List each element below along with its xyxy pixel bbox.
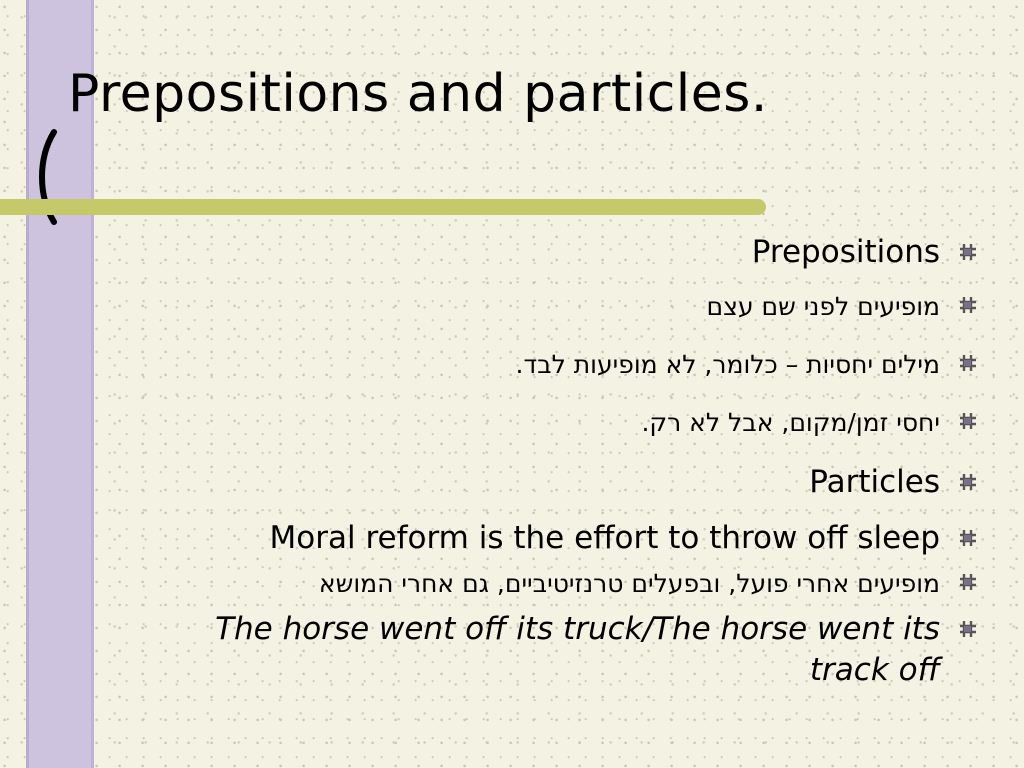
- square-hash-bullet-icon: [958, 295, 978, 315]
- square-hash-bullet-icon: [958, 528, 978, 548]
- bullet-text: מילים יחסיות – כלומר, לא מופיעות לבד.: [515, 350, 940, 379]
- bullet-text: Prepositions: [751, 234, 940, 270]
- square-hash-bullet-icon: [958, 619, 978, 639]
- bullet-item: [138, 518, 978, 559]
- bullet-item: [138, 346, 978, 384]
- square-hash-bullet-icon: [958, 353, 978, 373]
- bullet-text: יחסי זמן/מקום, אבל לא רק.: [641, 408, 940, 437]
- bullet-text: מופיעים אחרי פועל, ובפעלים טרנזיטיביים, גם אחרי המושא: [318, 569, 940, 598]
- bullet-item: [138, 565, 978, 603]
- square-hash-bullet-icon: [958, 242, 978, 262]
- bullet-text: מופיעים לפני שם עצם: [706, 292, 940, 321]
- square-hash-bullet-icon: [958, 572, 978, 592]
- bullet-text: Moral reform is the effort to throw off sleep: [269, 520, 940, 556]
- bullet-list: [138, 232, 978, 697]
- square-hash-bullet-icon: [958, 472, 978, 492]
- bullet-item: [138, 288, 978, 326]
- slide-title: Prepositions and particles.: [68, 64, 768, 124]
- square-hash-bullet-icon: [958, 411, 978, 431]
- bullet-text: The horse went off its truck/The horse went its track off: [215, 611, 940, 688]
- title-underline-rule: [0, 199, 766, 215]
- bullet-item: [138, 462, 978, 503]
- bullet-item: [138, 404, 978, 442]
- bullet-item: [138, 609, 978, 691]
- bullet-text: Particles: [809, 464, 940, 500]
- bullet-item: [138, 232, 978, 273]
